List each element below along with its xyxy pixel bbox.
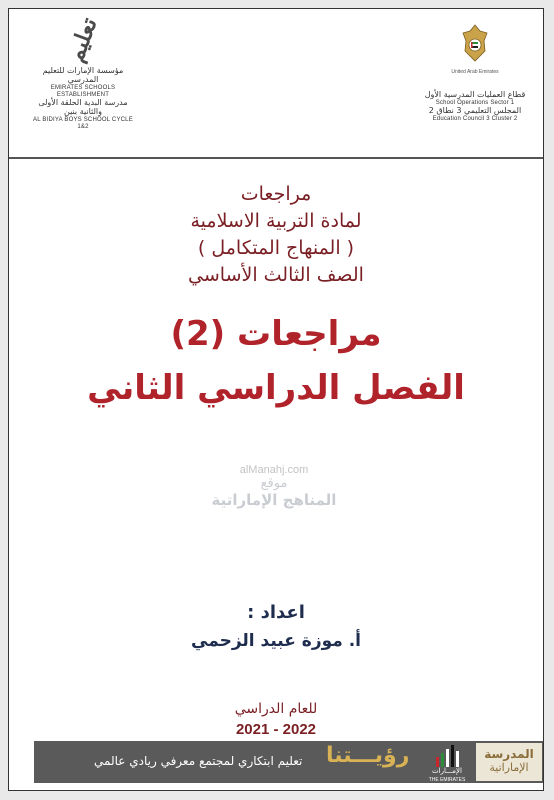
subtitle-reviews: مراجعات — [240, 183, 312, 205]
subtitle-curriculum: ( المنهاج المتكامل ) — [197, 237, 355, 259]
main-title-reviews: مراجعات (2) — [170, 314, 382, 354]
prepared-by-label: اعداد : — [247, 602, 305, 623]
org-name-ar: مؤسسة الإمارات للتعليم المدرسي — [42, 66, 124, 84]
emirates-en: THE EMIRATES — [428, 777, 466, 783]
taalim-logo: تعليم — [63, 14, 103, 66]
footer-banner — [34, 741, 543, 783]
emirates-bars-icon — [424, 745, 470, 767]
watermark-line1: موقع — [260, 476, 288, 491]
author-block — [9, 599, 543, 655]
cover-titles — [9, 181, 543, 415]
academic-year-block — [9, 699, 543, 741]
org-name-en: EMIRATES SCHOOLS ESTABLISHMENT — [50, 84, 116, 98]
school-name-ar: مدرسة البدية الحلقة الأولى والثانية بنين — [38, 97, 128, 116]
sector-name-en: School Operations Sector 1 — [435, 99, 515, 106]
council-name-en: Education Council 3 Cluster 2 — [432, 115, 518, 122]
main-title-term: الفصل الدراسي الثاني — [87, 368, 465, 408]
subtitle-subject: لمادة التربية الاسلامية — [190, 210, 362, 232]
school-name-en: AL BIDIYA BOYS SCHOOL CYCLE 1&2 — [33, 116, 133, 130]
the-emirates-logo — [424, 745, 470, 783]
academic-year-label: للعام الدراسي — [234, 701, 318, 717]
academic-year-value: 2021 - 2022 — [235, 721, 317, 738]
emirati-school-line1: المدرسة — [484, 747, 534, 761]
vision-statement: تعليم ابتكاري لمجتمع معرفي ريادي عالمي — [94, 754, 303, 768]
emirati-school-line2: الإماراتية — [489, 761, 529, 774]
author-name: أ. موزة عبيد الزحمي — [191, 631, 361, 651]
header-divider — [9, 157, 543, 159]
emirates-schools-logo-block — [27, 14, 139, 131]
uae-falcon-emblem-icon — [457, 21, 493, 65]
emblem-caption: United Arab Emirates — [451, 69, 499, 75]
emirati-school-logo — [476, 743, 542, 781]
watermark-url: alManahj.com — [239, 464, 309, 476]
council-name-ar: المجلس التعليمي 3 نطاق 2 — [428, 105, 522, 115]
watermark-line2: المناهج الإماراتية — [211, 491, 337, 509]
document-page — [8, 8, 544, 791]
uae-emblem-block — [419, 21, 531, 123]
emirates-ar: الإمـــارات — [432, 767, 462, 775]
sector-name-ar: قطاع العمليات المدرسية الأول — [424, 90, 526, 99]
subtitle-grade: الصف الثالث الأساسي — [188, 264, 364, 286]
vision-logo: رؤيـــتنا — [326, 743, 410, 768]
site-watermark — [199, 464, 349, 509]
